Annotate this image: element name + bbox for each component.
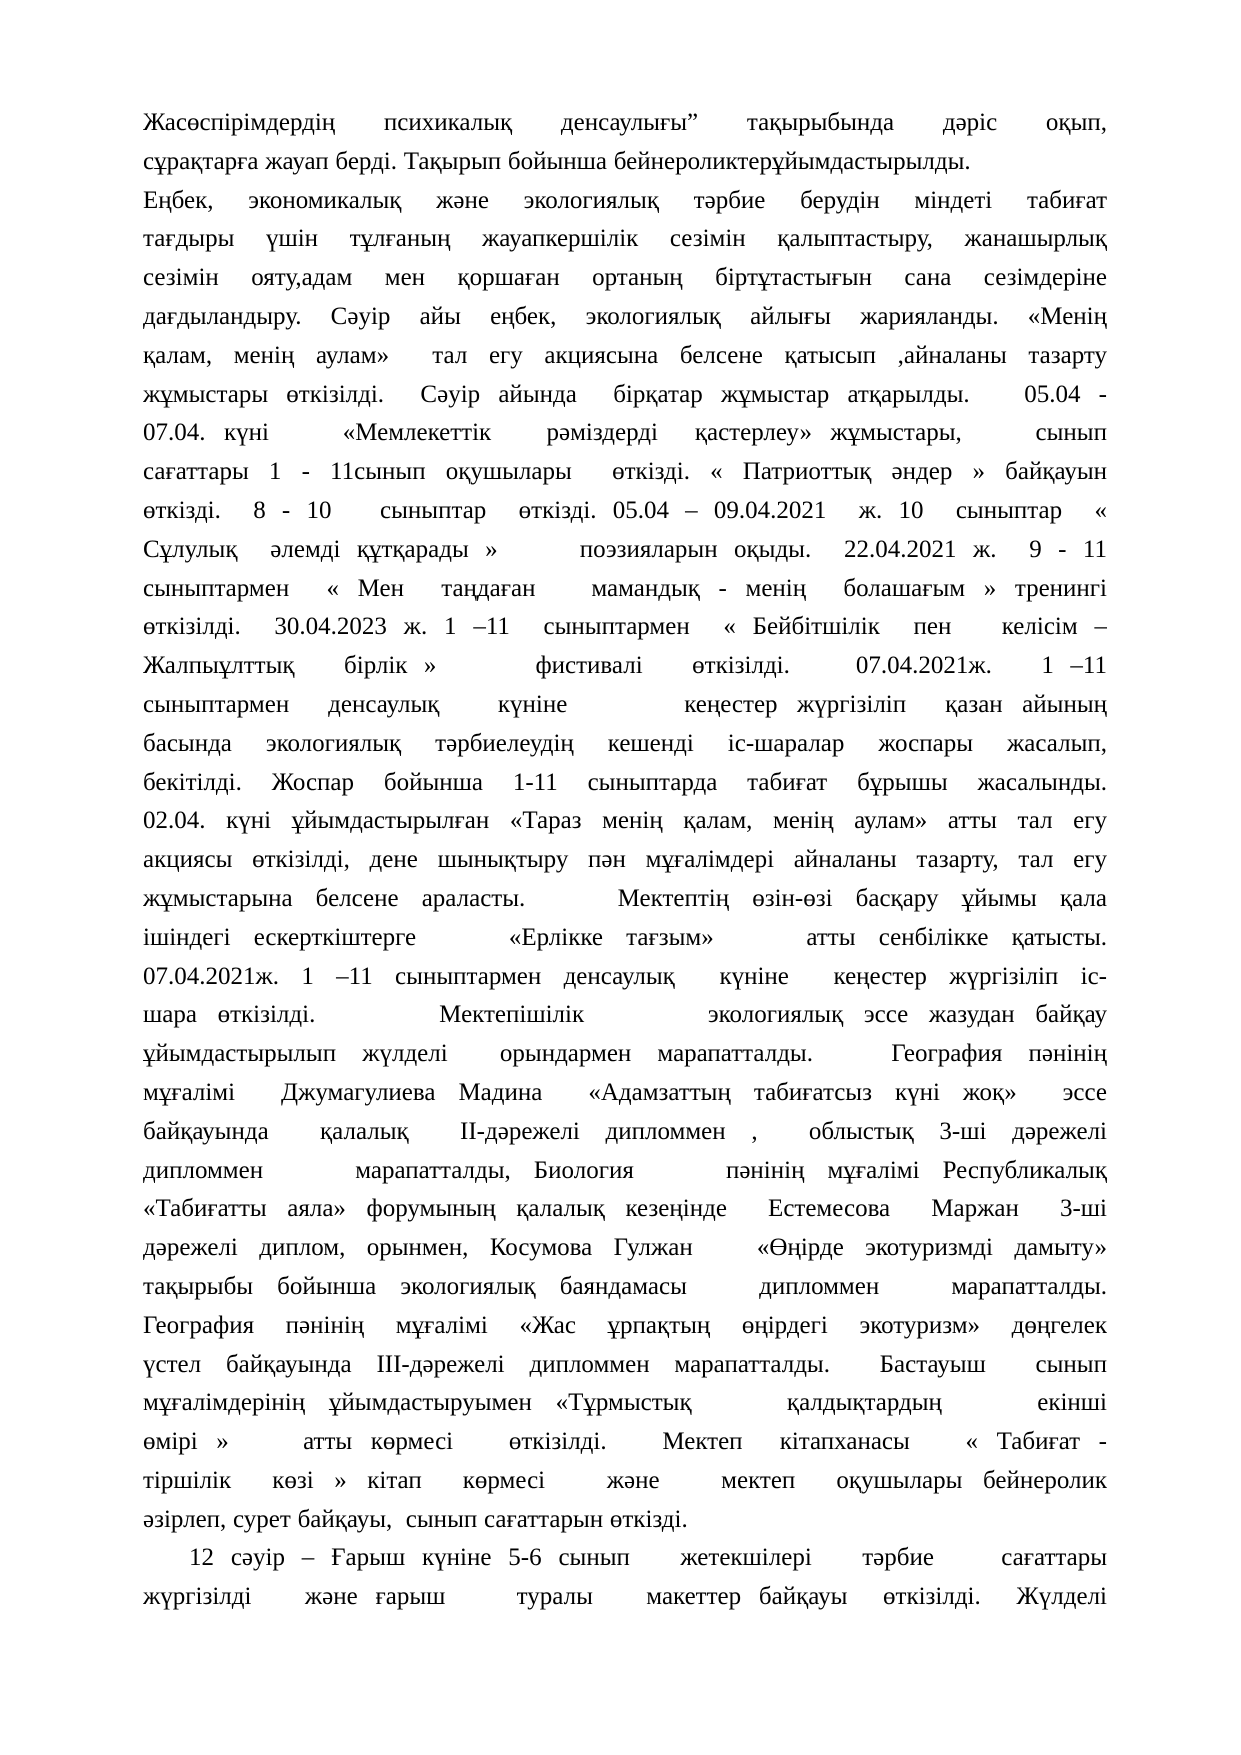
text-line: дипломмен марапатталды, Биология пәнінің мұғалімі Республикалық (143, 1156, 1107, 1184)
text-line: байқауында қалалық ІІ-дәрежелі дипломмен , облыстық 3-ші дәрежелі (143, 1117, 1107, 1145)
text-line: сұрақтарға жауап берді. Тақырып бойынша бейнероликтерұйымдастырылды. (143, 147, 971, 175)
text-line: үстел байқауында ІІІ-дәрежелі дипломмен марапатталды. Бастауыш сынып (143, 1350, 1107, 1378)
text-line: 12 сәуір – Ғарыш күніне 5-6 сынып жетекшілері тәрбие сағаттары (189, 1544, 1107, 1572)
paragraph (143, 182, 1107, 1540)
text-line: сағаттары 1 - 11сынып оқушылары өткізді. « Патриоттық әндер » байқауын (143, 458, 1107, 486)
text-line: дәрежелі диплом, орынмен, Косумова Гулжан «Өңірде экотуризмді дамыту» (143, 1234, 1107, 1262)
text-line: Еңбек, экономикалық және экологиялық тәрбие берудін міндеті табиғат (143, 186, 1107, 214)
text-line: өткізілді. 30.04.2023 ж. 1 –11 сыныптармен « Бейбітшілік пен келісім – (143, 613, 1107, 641)
text-line: География пәнінің мұғалімі «Жас ұрпақтың өңірдегі экотуризм» дөңгелек (143, 1311, 1107, 1339)
text-line: өмірі » атты көрмесі өткізілді. Мектеп кітапханасы « Табиғат - (143, 1428, 1107, 1456)
document-body (143, 104, 1107, 1617)
text-line: 07.04. күні «Мемлекеттік рәміздерді қастерлеу» жұмыстары, сынып (143, 419, 1107, 447)
text-line: жұмыстарына белсене араласты. Мектептің өзін-өзі басқару ұйымы қала (143, 884, 1107, 912)
text-line: 02.04. күні ұйымдастырылған «Тараз менің қалам, менің аулам» атты тал егу (143, 807, 1107, 835)
text-line: мұғалімдерінің ұйымдастыруымен «Тұрмыстық қалдықтардың екінші (143, 1389, 1107, 1417)
text-line: өткізді. 8 - 10 сыныптар өткізді. 05.04 – 09.04.2021 ж. 10 сыныптар « (143, 496, 1107, 524)
text-line: басында экологиялық тәрбиелеудің кешенді іс-шаралар жоспары жасалып, (143, 729, 1107, 757)
text-line: жұмыстары өткізілді. Сәуір айында бірқатар жұмыстар атқарылды. 05.04 - (143, 380, 1107, 408)
text-line: акциясы өткізілді, дене шынықтыру пән мұғалімдері айналаны тазарту, тал егу (143, 846, 1107, 874)
text-line: тағдыры үшін тұлғаның жауапкершілік сезімін қалыптастыру, жанашырлық (143, 225, 1107, 253)
text-line: дағдыландыру. Сәуір айы еңбек, экологиялық айлығы жарияланды. «Менің (143, 302, 1107, 330)
text-line: ұйымдастырылып жүлделі орындармен марапатталды. География пәнінің (143, 1040, 1107, 1068)
text-line: «Табиғатты аяла» форумының қалалық кезеңінде Естемесова Маржан 3-ші (143, 1195, 1107, 1223)
text-line: Сұлулық әлемді құтқарады » поэзияларын оқыды. 22.04.2021 ж. 9 - 11 (143, 535, 1107, 563)
paragraph (143, 104, 1107, 182)
text-line: сыныптармен « Мен таңдаған мамандық - менің болашағым » тренингі (143, 574, 1107, 602)
text-line: 07.04.2021ж. 1 –11 сыныптармен денсаулық күніне кеңестер жүргізіліп іс- (143, 962, 1107, 990)
text-line: әзірлеп, сурет байқауы, сынып сағаттарын өткізді. (143, 1505, 688, 1533)
text-line: шара өткізілді. Мектепішілік экологиялық эссе жазудан байқау (143, 1001, 1107, 1029)
text-line: Жалпыұлттық бірлік » фистивалі өткізілді. 07.04.2021ж. 1 –11 (143, 652, 1107, 680)
text-line: бекітілді. Жоспар бойынша 1-11 сыныптарда табиғат бұрышы жасалынды. (143, 768, 1107, 796)
paragraph (143, 1539, 1107, 1617)
text-line: тіршілік көзі » кітап көрмесі және мектеп оқушылары бейнеролик (143, 1466, 1107, 1494)
text-line: қалам, менің аулам» тал егу акциясына белсене қатысып ,айналаны тазарту (143, 341, 1107, 369)
text-line: ішіндегі ескерткіштерге «Ерлікке тағзым» атты сенбілікке қатысты. (143, 923, 1107, 951)
text-line: сезімін ояту,адам мен қоршаған ортаның біртұтастығын сана сезімдеріне (143, 264, 1107, 292)
text-line: мұғалімі Джумагулиева Мадина «Адамзаттың табиғатсыз күні жоқ» эссе (143, 1078, 1107, 1106)
text-line: сыныптармен денсаулық күніне кеңестер жүргізіліп қазан айының (143, 690, 1107, 718)
text-line: Жасөспірімдердің психикалық денсаулығы” тақырыбында дәріс оқып, (143, 109, 1107, 136)
text-line: тақырыбы бойынша экологиялық баяндамасы дипломмен марапатталды. (143, 1272, 1107, 1300)
text-line: жүргізілді және ғарыш туралы макеттер байқауы өткізілді. Жүлделі (143, 1583, 1107, 1611)
